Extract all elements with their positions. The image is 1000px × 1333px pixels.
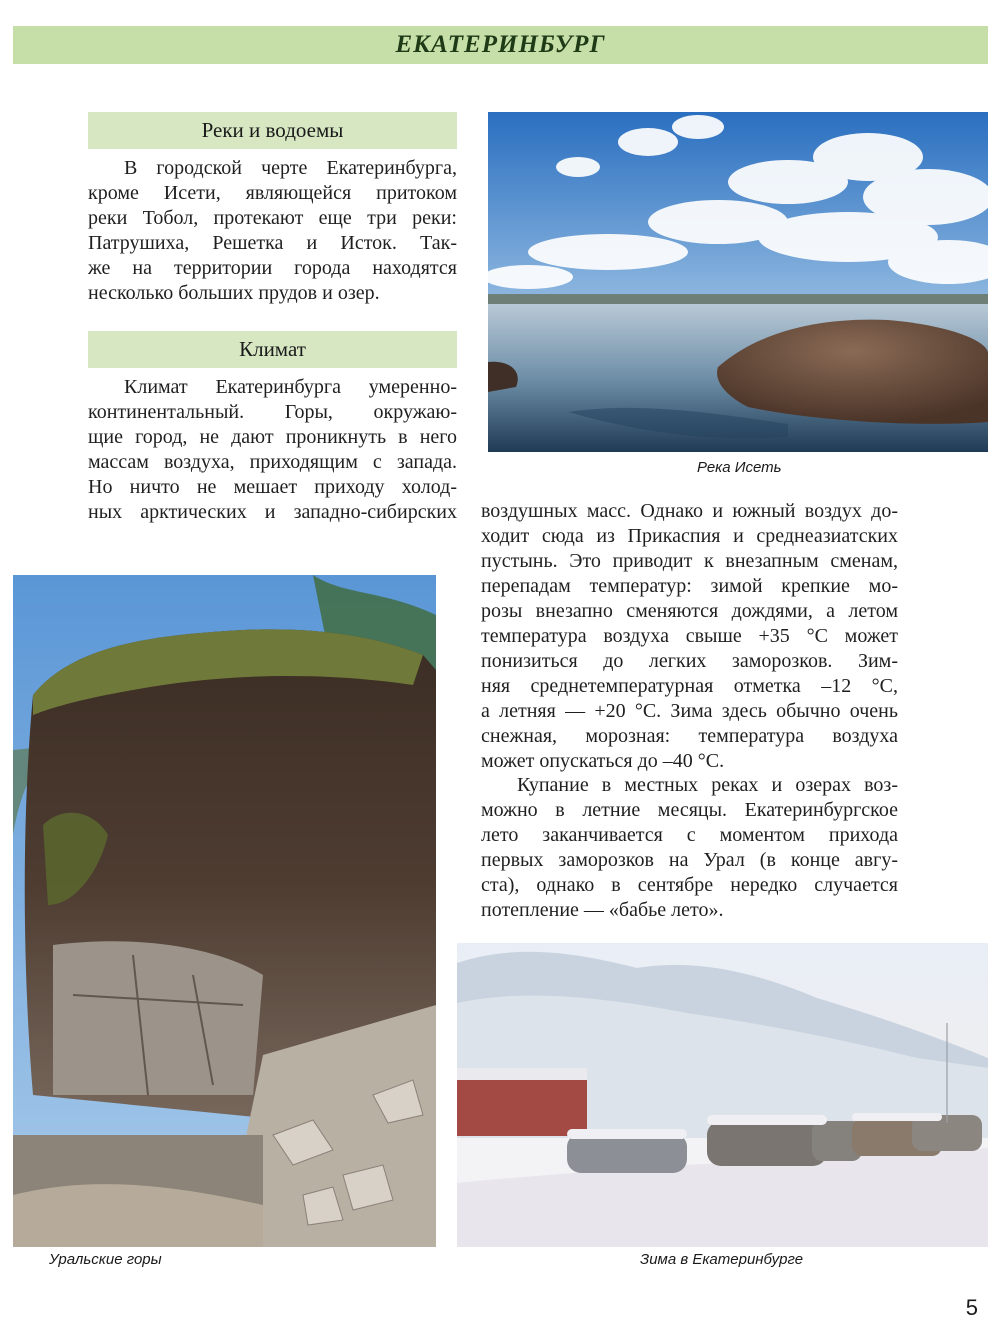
text-line: массам воздуха, приходящим с запада.: [88, 451, 457, 473]
text-line: несколько больших прудов и озер.: [88, 282, 380, 304]
river-photo: [488, 112, 988, 452]
winter-photo: [457, 943, 988, 1247]
text-line: пустынь. Это приводит к внезапным сменам,: [481, 550, 898, 572]
text-line: а летняя — +20 °С. Зима здесь обычно очень: [481, 700, 898, 722]
climate-heading: Климат: [88, 331, 457, 368]
climate-continuation-paragraph: [481, 499, 898, 774]
text-line: няя среднетемпературная отметка –12 °С,: [481, 675, 898, 697]
text-line: розы внезапно сменяются дождями, а летом: [481, 600, 898, 622]
text-line: ходит сюда из Прикаспия и среднеазиатских: [481, 525, 898, 547]
text-line: снежная, морозная: температура воздуха: [481, 725, 898, 747]
text-line: Купание в местных реках и озерах воз-: [517, 774, 898, 796]
text-line: воздушных масс. Однако и южный воздух до-: [481, 500, 898, 522]
text-line: перепадам температур: зимой крепкие мо-: [481, 575, 898, 597]
text-line: В городской черте Екатеринбурга,: [124, 157, 457, 179]
river-caption: Река Исеть: [697, 459, 782, 476]
page-header-banner: [13, 26, 988, 64]
text-line: потепление — «бабье лето».: [481, 899, 724, 921]
page-number: 5: [965, 1295, 978, 1320]
text-line: кроме Исети, являющейся притоком: [88, 182, 457, 204]
text-line: ста), однако в сентябре нередко случается: [481, 874, 898, 896]
rivers-paragraph: [88, 156, 457, 306]
text-line: щие город, не дают проникнуть в него: [88, 426, 457, 448]
rivers-heading: Реки и водоемы: [88, 112, 457, 149]
text-line: первых заморозков на Урал (в конце авгу-: [481, 849, 898, 871]
bathing-paragraph: [481, 773, 898, 923]
text-line: можно в летние месяцы. Екатеринбургское: [481, 799, 898, 821]
winter-caption: Зима в Екатеринбурге: [640, 1251, 804, 1268]
text-line: температура воздуха свыше +35 °С может: [481, 625, 898, 647]
text-line: же на территории города находятся: [88, 257, 457, 279]
text-line: Патрушиха, Решетка и Исток. Так-: [88, 232, 457, 254]
text-line: Климат Екатеринбурга умеренно-: [124, 376, 457, 398]
text-line: лето заканчивается с моментом прихода: [481, 824, 898, 846]
mountains-caption: Уральские горы: [49, 1251, 162, 1268]
text-line: понизиться до легких заморозков. Зим-: [481, 650, 898, 672]
text-line: реки Тобол, протекают еще три реки:: [88, 207, 457, 229]
text-line: может опускаться до –40 °С.: [481, 750, 725, 772]
climate-paragraph: [88, 375, 457, 525]
mountains-photo: [13, 575, 436, 1247]
text-line: континентальный. Горы, окружаю-: [88, 401, 457, 423]
page-title: ЕКАТЕРИНБУРГ: [395, 31, 606, 58]
text-line: Но ничто не мешает приходу холод-: [88, 476, 457, 498]
text-line: ных арктических и западно-сибирских: [88, 501, 457, 523]
